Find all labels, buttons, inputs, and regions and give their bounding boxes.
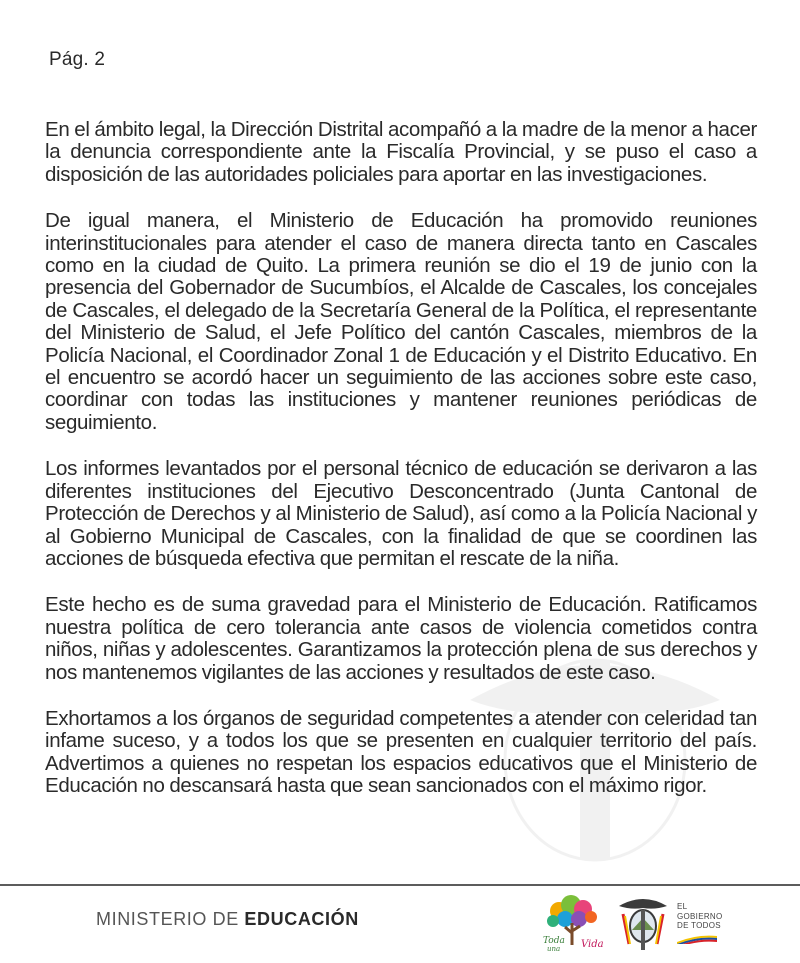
page-number: Pág. 2 [49, 49, 106, 70]
gobierno-line: DE TODOS [677, 921, 721, 930]
paragraph: Los informes levantados por el personal técnico de educación se derivaron a las diferentes instituciones del Ejecutivo Desconcentrado (Junta Cantonal de Protección de Derechos y al Ministerio de Salud), así como a la Policía Nacional y al Gobierno Municipal de Cascales, con la finalidad de que se coordinen las acciones de búsqueda efectiva que permitan el rescate de la niña. [45, 457, 757, 570]
svg-text:Toda: Toda [543, 936, 565, 946]
paragraph: Exhortamos a los órganos de seguridad competentes a atender con celeridad tan infame suceso, y a todos los que se presenten en cualquier territorio del país. Advertimos a quienes no respetan los espacios educativos que el Ministerio de Educación no descansará hasta que sean sancionados con el máximo rigor. [45, 706, 757, 798]
toda-una-vida-logo [537, 893, 609, 953]
svg-text:una: una [547, 945, 561, 953]
gobierno-line: EL [677, 902, 688, 911]
paragraph: Este hecho es de suma gravedad para el Ministerio de Educación. Ratificamos nuestra política de cero tolerancia ante casos de violencia cometidos contra niños, niñas y adolescentes. Garantizamos la protección plena de sus derechos y nos mantenemos vigilantes de las acciones y resultados de este caso. [45, 593, 757, 684]
ministry-prefix: MINISTERIO DE [96, 909, 245, 929]
document-body [45, 119, 757, 822]
ecuador-coat-of-arms-icon [615, 894, 671, 952]
gobierno-line: GOBIERNO [677, 911, 723, 921]
paragraph: En el ámbito legal, la Dirección Distrital acompañó a la madre de la menor a hacer la denuncia correspondiente ante la Fiscalía Provincial, y se puso el caso a disposición de las autoridades policiales para aportar en las investigaciones. [45, 118, 757, 186]
ministry-bold: EDUCACIÓN [244, 909, 359, 929]
svg-text:Vida: Vida [581, 939, 604, 950]
paragraph: De igual manera, el Ministerio de Educación ha promovido reuniones interinstitucionales para atender el caso de manera directa tanto en Cascales como en la ciudad de Quito. La primera reunión se dio el 19 de junio con la presencia del Gobernador de Sucumbíos, el Alcalde de Cascales, los concejales de Cascales, el delegado de la Secretaría General de la Política, el representante del Ministerio de Salud, el Jefe Político del cantón Cascales, miembros de la Policía Nacional, el Coordinador Zonal 1 de Educación y el Distrito Educativo. En el encuentro se acordó hacer un seguimiento de las acciones sobre este caso, coordinar con todas las instituciones y mantener reuniones periódicas de seguimiento. [45, 209, 757, 434]
ministry-name [96, 909, 359, 930]
ecuador-flag-stripe-icon [677, 934, 717, 944]
footer-divider [0, 884, 800, 886]
gobierno-de-todos-logo-text [677, 902, 723, 931]
